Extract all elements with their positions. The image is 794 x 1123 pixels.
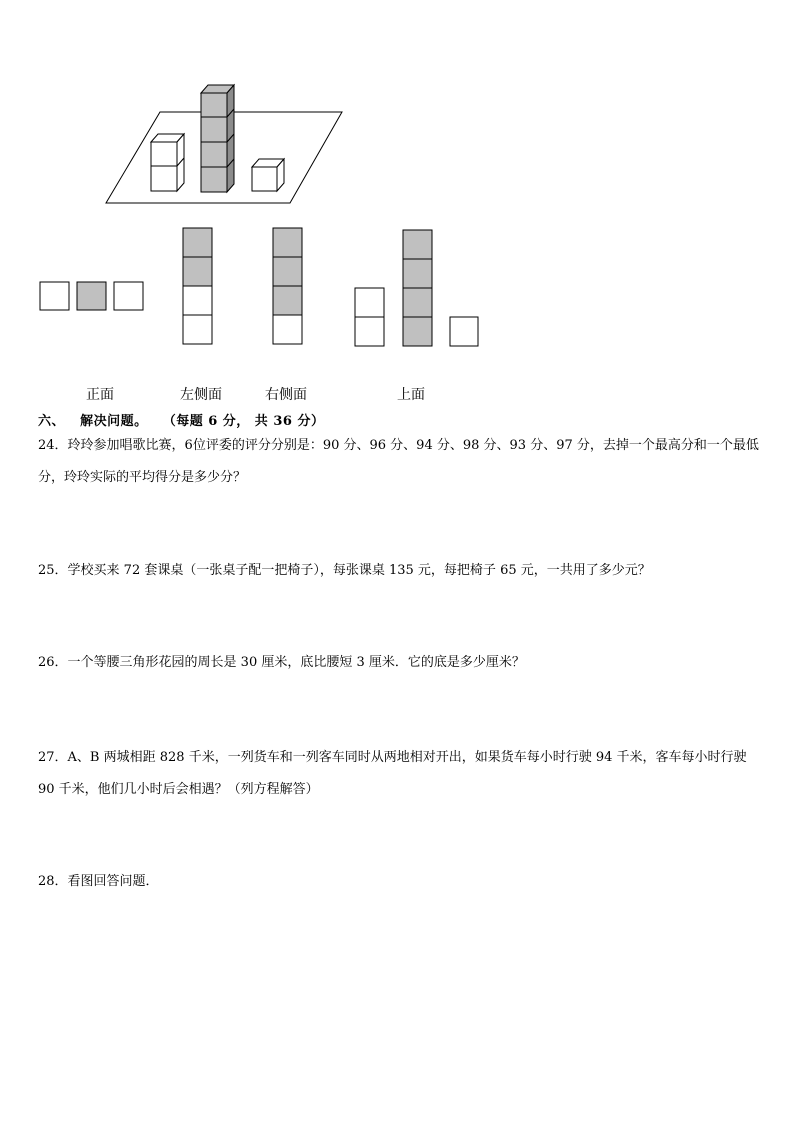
- label-top-view: 上面: [397, 387, 425, 403]
- question-number: 25．: [38, 563, 68, 578]
- question-27: [38, 742, 763, 806]
- question-text: A、B 两城相距 828 千米，一列货车和一列客车同时从两地相对开出，如果货车每小时行驶 94 千米，客车每小时行驶 90 千米，他们几小时后会相遇？（列方程解答）: [38, 750, 747, 797]
- label-left-view: 左侧面: [180, 387, 222, 403]
- question-24: [38, 430, 763, 494]
- section-number: 六、: [38, 414, 66, 429]
- section-heading: [38, 410, 324, 429]
- section-title: 解决问题。: [80, 414, 148, 429]
- view-left: [183, 228, 212, 344]
- section-score-note: （每题 6 分， 共 36 分）: [162, 414, 325, 429]
- question-number: 26．: [38, 655, 68, 670]
- cube-stack-left: [151, 134, 184, 191]
- question-text: 一个等腰三角形花园的周长是 30 厘米，底比腰短 3 厘米．它的底是多少厘米？: [67, 655, 525, 670]
- question-text: 看图回答问题．: [67, 874, 159, 889]
- question-25: [38, 555, 763, 587]
- question-text: 玲玲参加唱歌比赛，6位评委的评分分别是：90 分、96 分、94 分、98 分、93 分、97 分，去掉一个最高分和一个最低分，玲玲实际的平均得分是多少分？: [38, 438, 759, 485]
- label-right-view: 右侧面: [265, 387, 307, 403]
- cube-figure: [0, 0, 794, 360]
- question-number: 27．: [38, 750, 68, 765]
- view-right: [273, 228, 302, 344]
- question-number: 28．: [38, 874, 68, 889]
- label-front-view: 正面: [86, 387, 114, 403]
- question-28: [38, 866, 763, 898]
- cube-stack-tall: [201, 85, 234, 192]
- cube-single: [252, 159, 284, 191]
- question-26: [38, 647, 763, 679]
- view-front: [40, 282, 143, 310]
- question-number: 24．: [38, 438, 68, 453]
- question-text: 学校买来 72 套课桌（一张桌子配一把椅子），每张课桌 135 元，每把椅子 65 元，一共用了多少元？: [67, 563, 651, 578]
- view-top: [355, 230, 478, 346]
